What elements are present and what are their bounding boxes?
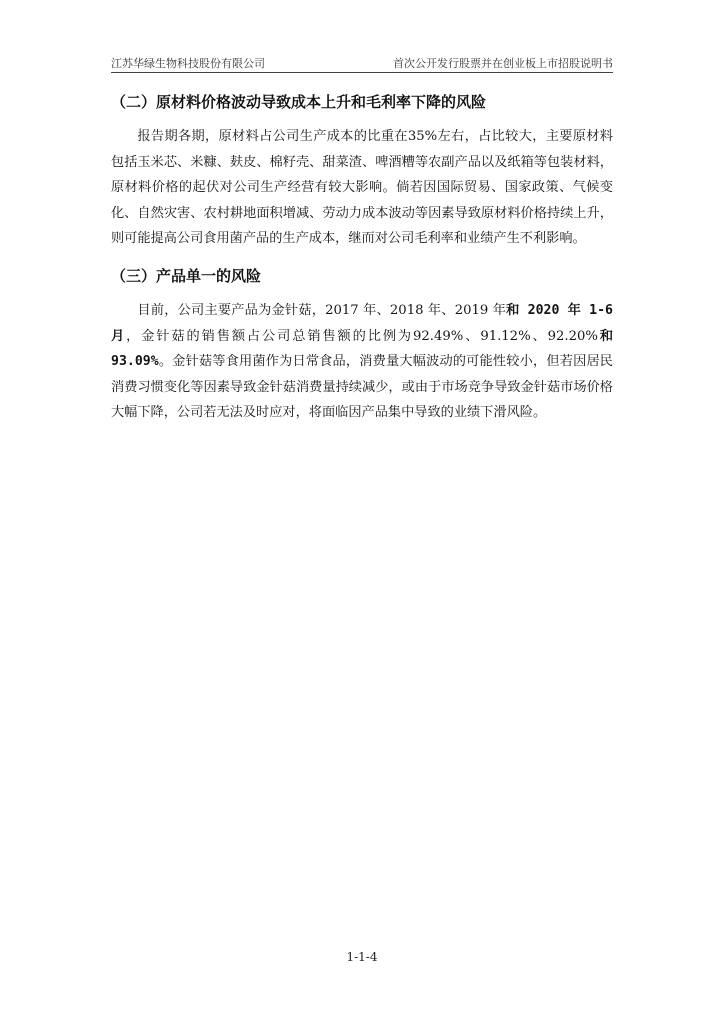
main-content <box>111 88 613 426</box>
paragraph-single-product-risk <box>111 298 613 426</box>
bold-period-text: 和 2020 年 1-6 月 <box>111 302 613 344</box>
page-number: 1-1-4 <box>346 950 378 964</box>
page-header <box>111 54 613 73</box>
paragraph-text-part2: ，金针菇的销售额占公司总销售额的比例为92.49%、91.12%、92.20% <box>126 328 598 344</box>
section-title-single-product-risk: （三）产品单一的风险 <box>111 266 262 285</box>
bold-percentage-text: 和 93.09% <box>111 328 614 370</box>
header-document-title: 首次公开发行股票并在创业板上市招股说明书 <box>393 57 613 70</box>
paragraph-text-part3: 。金针菇等食用菌作为日常食品，消费量大幅波动的可能性较小，但若因居民消费习惯变化等因素导致金针菇消费量持续减少，或由于市场竞争导致金针菇市场价格大幅下降，公司若无法及时应对，将面临因产品集中导致的业绩下滑风险。 <box>111 354 613 421</box>
header-company-name: 江苏华绿生物科技股份有限公司 <box>111 57 265 70</box>
section-title-raw-material-risk: （二）原材料价格波动导致成本上升和毛利率下降的风险 <box>111 93 487 111</box>
paragraph-raw-material-risk: 报告期各期，原材料占公司生产成本的比重在35%左右，占比较大，主要原材料包括玉米芯、米糠、麸皮、棉籽壳、甜菜渣、啤酒糟等农副产品以及纸箱等包装材料，原材料价格的起伏对公司生产经营有较大影响。倘若因国际贸易、国家政策、气候变化、自然灾害、农村耕地面积增减、劳动力成本波动等因素导致原材料价格持续上升，则可能提高公司食用菌产品的生产成本，继而对公司毛利率和业绩产生不利影响。 <box>111 129 613 247</box>
paragraph-text-part1: 目前，公司主要产品为金针菇，2017 年、2018 年、2019 年 <box>137 302 507 318</box>
